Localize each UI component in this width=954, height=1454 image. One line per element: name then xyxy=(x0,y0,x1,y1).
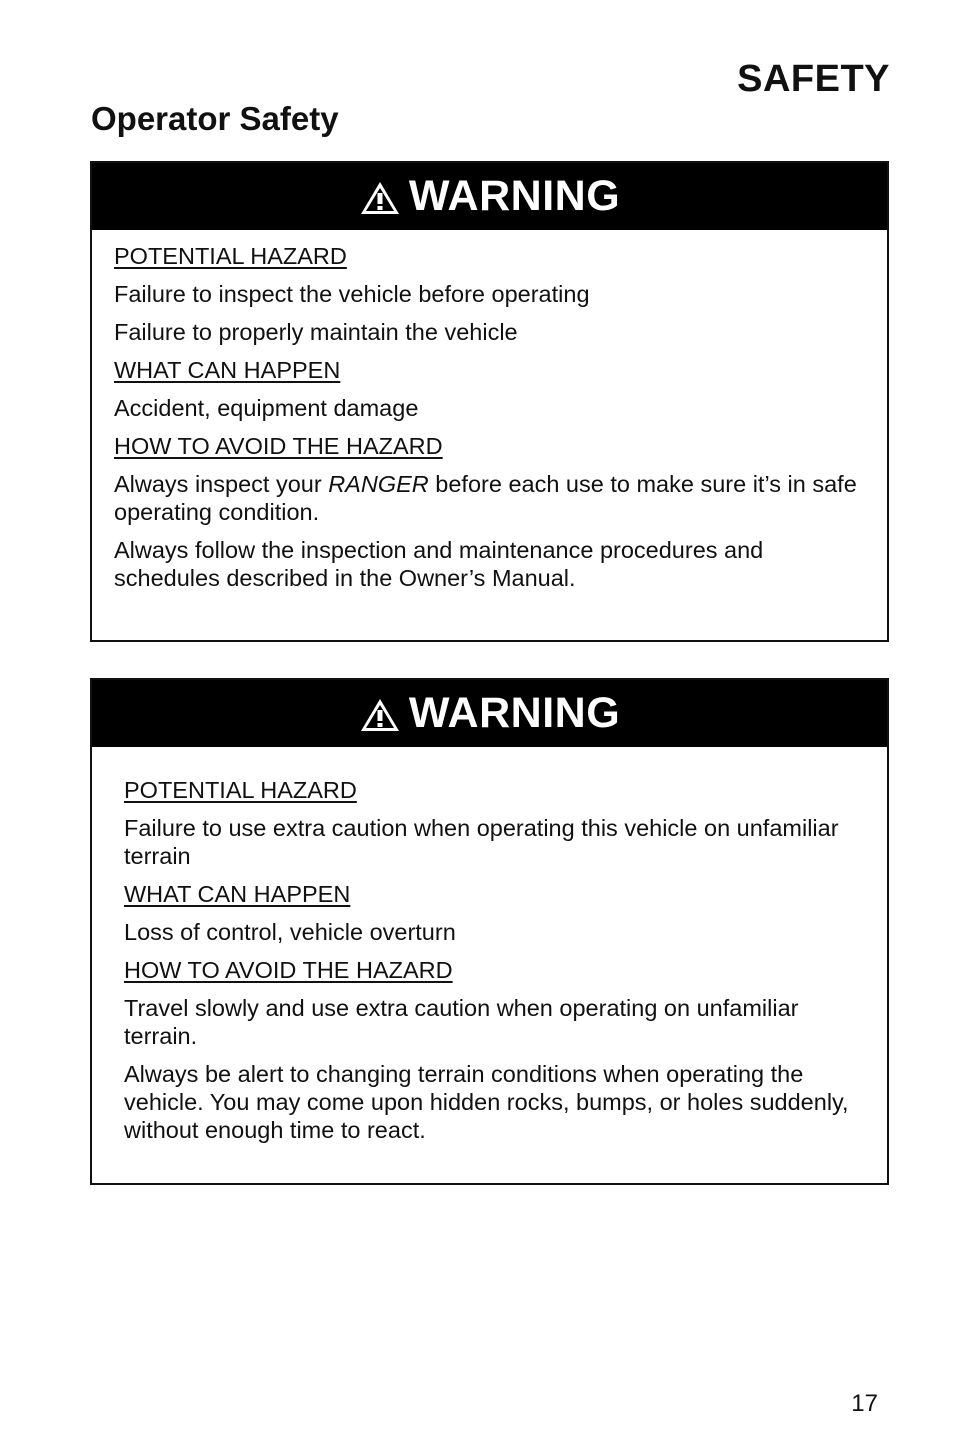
what-can-happen-text: Accident, equipment damage xyxy=(114,395,419,421)
page-number: 17 xyxy=(851,1390,878,1417)
avoid-paragraph: Always follow the inspection and maintenance procedures and schedules described in the Owner’s Manual. xyxy=(114,537,764,591)
potential-hazard-heading: POTENTIAL HAZARD xyxy=(114,243,347,269)
warning-body xyxy=(92,747,887,1144)
warning-label: WARNING xyxy=(408,689,621,737)
warning-body xyxy=(92,230,887,592)
page-subtitle: Operator Safety xyxy=(91,100,339,137)
section-title: SAFETY xyxy=(737,58,890,100)
what-can-happen-heading: WHAT CAN HAPPEN xyxy=(114,357,341,383)
warning-box-terrain xyxy=(90,678,889,1185)
warning-header xyxy=(92,680,887,747)
hazard-line: Failure to inspect the vehicle before operating xyxy=(114,281,590,307)
warning-box-inspection xyxy=(90,161,889,642)
avoid-paragraph xyxy=(114,470,867,526)
warning-label: WARNING xyxy=(408,172,621,220)
avoid-paragraph: Travel slowly and use extra caution when operating on unfamiliar terrain. xyxy=(124,995,799,1049)
avoid-paragraph: Always be alert to changing terrain conditions when operating the vehicle. You may come upon hidden rocks, bumps, or holes suddenly, without enough time to react. xyxy=(124,1061,849,1143)
hazard-line: Failure to properly maintain the vehicle xyxy=(114,319,518,345)
warning-triangle-icon xyxy=(359,180,401,216)
vehicle-name: RANGER xyxy=(328,471,429,497)
how-to-avoid-heading: HOW TO AVOID THE HAZARD xyxy=(124,957,453,983)
warning-triangle-icon xyxy=(359,697,401,733)
avoid-text: Always inspect your xyxy=(114,471,329,497)
hazard-text: Failure to use extra caution when operating this vehicle on unfamiliar terrain xyxy=(124,815,839,869)
how-to-avoid-heading: HOW TO AVOID THE HAZARD xyxy=(114,433,443,459)
potential-hazard-heading: POTENTIAL HAZARD xyxy=(124,777,357,803)
warning-header xyxy=(92,163,887,230)
what-can-happen-heading: WHAT CAN HAPPEN xyxy=(124,881,351,907)
avoid-text: before each use to make sure it’s in safe operating condition. xyxy=(114,471,857,525)
what-can-happen-text: Loss of control, vehicle overturn xyxy=(124,919,456,945)
